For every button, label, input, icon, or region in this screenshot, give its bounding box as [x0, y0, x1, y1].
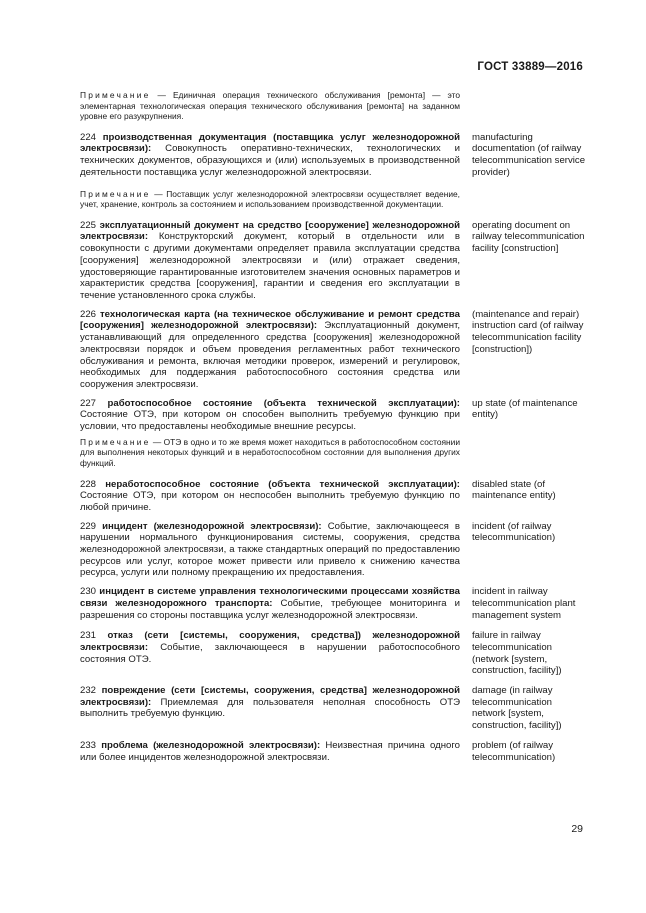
term-definition: Конструкторский документ, который в отдельности или в совокупности с другими документами определяет правила эксплуатации средства [сооружения] железнодорожной электросвязи и (или) отражает сведения, удостоверяющие гарантированные изготовителем значения основных параметров и характеристик средства [сооружения], гарантии и сведения его эксплуатации в течение установленного срока службы.: [80, 231, 460, 301]
term-entry-229: [80, 521, 586, 580]
term-number: 230: [80, 586, 97, 598]
term-number: 232: [80, 685, 97, 697]
term-number: 228: [80, 478, 97, 490]
term-number: 229: [80, 520, 97, 532]
note-block: [80, 437, 586, 469]
term-title: проблема (железнодорожной электросвязи):: [101, 739, 321, 751]
term-title: работоспособное состояние (объекта технической эксплуатации):: [107, 397, 460, 409]
term-title: инцидент (железнодорожной электросвязи):: [102, 520, 322, 532]
term-definition: Совокупность оперативно-технических, технологических и технических документов, образующихся и (или) используемых в производственной деятельности поставщика услуг железнодорожной электросвязи.: [80, 143, 460, 178]
term-number: 227: [80, 397, 97, 409]
term-number: 226: [80, 308, 97, 320]
term-english: disabled state (of maintenance entity): [472, 478, 556, 502]
term-entry-224: [80, 132, 586, 179]
term-english: incident (of railway telecommunication): [472, 520, 556, 544]
term-english: up state (of maintenance entity): [472, 397, 578, 421]
term-entry-226: [80, 309, 586, 391]
term-english: operating document on railway telecommunication facility [construction]: [472, 219, 585, 255]
term-entry-231: [80, 630, 586, 677]
term-entry-227: [80, 398, 586, 433]
term-entry-228: [80, 479, 586, 514]
term-definition: Приемлемая для пользователя неполная способность ОТЭ выполнить требуемую функцию.: [80, 696, 460, 720]
term-english: problem (of railway telecommunication): [472, 739, 556, 763]
term-title: эксплуатационный документ на средство [сооружение] железнодорожной электросвязи:: [80, 219, 460, 243]
term-entry-230: [80, 586, 586, 621]
term-entry-232: [80, 685, 586, 732]
note-label: Примечание: [80, 436, 151, 447]
term-title: инцидент в системе управления технологическими процессами хозяйства связи железнодорожного транспорта:: [80, 586, 461, 609]
term-english: damage (in railway telecommunication network [system, construction, facility]): [472, 685, 562, 732]
term-number: 231: [80, 630, 97, 642]
note-block: [80, 90, 586, 122]
note-text: — Единичная операция технического обслуживания [ремонта] — это элементарная технологическая операция технического обслуживания [ремонта] на заданном уровне его разукрупнения.: [80, 90, 460, 122]
term-definition: Состояние ОТЭ, при котором он неспособен выполнить требуемую функцию по любой причине.: [80, 490, 460, 513]
term-number: 225: [80, 219, 97, 231]
term-number: 224: [80, 131, 97, 143]
note-text: — Поставщик услуг железнодорожной электросвязи осуществляет ведение, учет, хранение, контроль за состоянием и использованием производственной документации.: [80, 188, 460, 210]
term-title: неработоспособное состояние (объекта технической эксплуатации):: [105, 478, 460, 490]
term-definition: Событие, заключающееся в нарушении нормального функционирования системы, сооружения, средства железнодорожной электросвязи, а также стандартных операций по предоставлению ресурсов или услуг, которое может привести или привело к снижению качества ресурса, услуги или полному прекращению их предоставления.: [80, 520, 460, 579]
term-english: incident in railway telecommunication plant management system: [472, 586, 576, 621]
term-english: failure in railway telecommunication (network [system, construction, facility]): [472, 630, 562, 677]
term-entry-225: [80, 220, 586, 302]
term-english: (maintenance and repair) instruction card (of railway telecommunication facility [construction]): [472, 308, 584, 355]
term-number: 233: [80, 739, 97, 751]
note-label: Примечание: [80, 188, 151, 199]
note-text: — ОТЭ в одно и то же время может находиться в работоспособном состоянии для выполнения некоторых функций и в неработоспособном состоянии для выполнения других функций.: [80, 436, 461, 468]
term-english: manufacturing documentation (of railway telecommunication service provider): [472, 131, 586, 178]
term-title: технологическая карта (на техническое обслуживание и ремонт средства [сооружения] железнодорожной электросвязи):: [80, 308, 461, 332]
term-title: повреждение (сети [системы, сооружения, средства] железнодорожной электросвязи):: [80, 685, 461, 708]
term-definition: Событие, требующее мониторинга и разрешения со стороны поставщика услуг железнодорожной электросвязи.: [80, 597, 461, 621]
term-title: отказ (сети [системы, сооружения, средства]) железнодорожной электросвязи:: [80, 630, 460, 653]
term-title: производственная документация (поставщика услуг железнодорожной электросвязи):: [80, 131, 461, 155]
standard-header: ГОСТ 33889—2016: [477, 61, 583, 73]
term-definition: Состояние ОТЭ, при котором он способен выполнить требуемую функцию при условии, что предоставлены необходимые внешние ресурсы.: [80, 409, 460, 433]
note-block: [80, 189, 586, 210]
term-definition: Эксплуатационный документ, устанавливающий для определенного средства [сооружения] железнодорожной электросвязи порядок и объем проведения регламентных работ технического обслуживания и ремонта, включая методики проверок, измерений и регулировок, необходимых для поддержания работоспособного состояния средства или сооружения электросвязи.: [80, 320, 460, 390]
term-definition: Событие, заключающееся в нарушении работоспособного состояния ОТЭ.: [80, 641, 460, 665]
term-entry-233: [80, 740, 586, 763]
term-definition: Неизвестная причина одного или более инцидентов железнодорожной электросвязи.: [80, 739, 460, 763]
note-label: Примечание: [80, 90, 151, 100]
terms-content: [80, 90, 586, 763]
page-number: 29: [571, 823, 583, 835]
